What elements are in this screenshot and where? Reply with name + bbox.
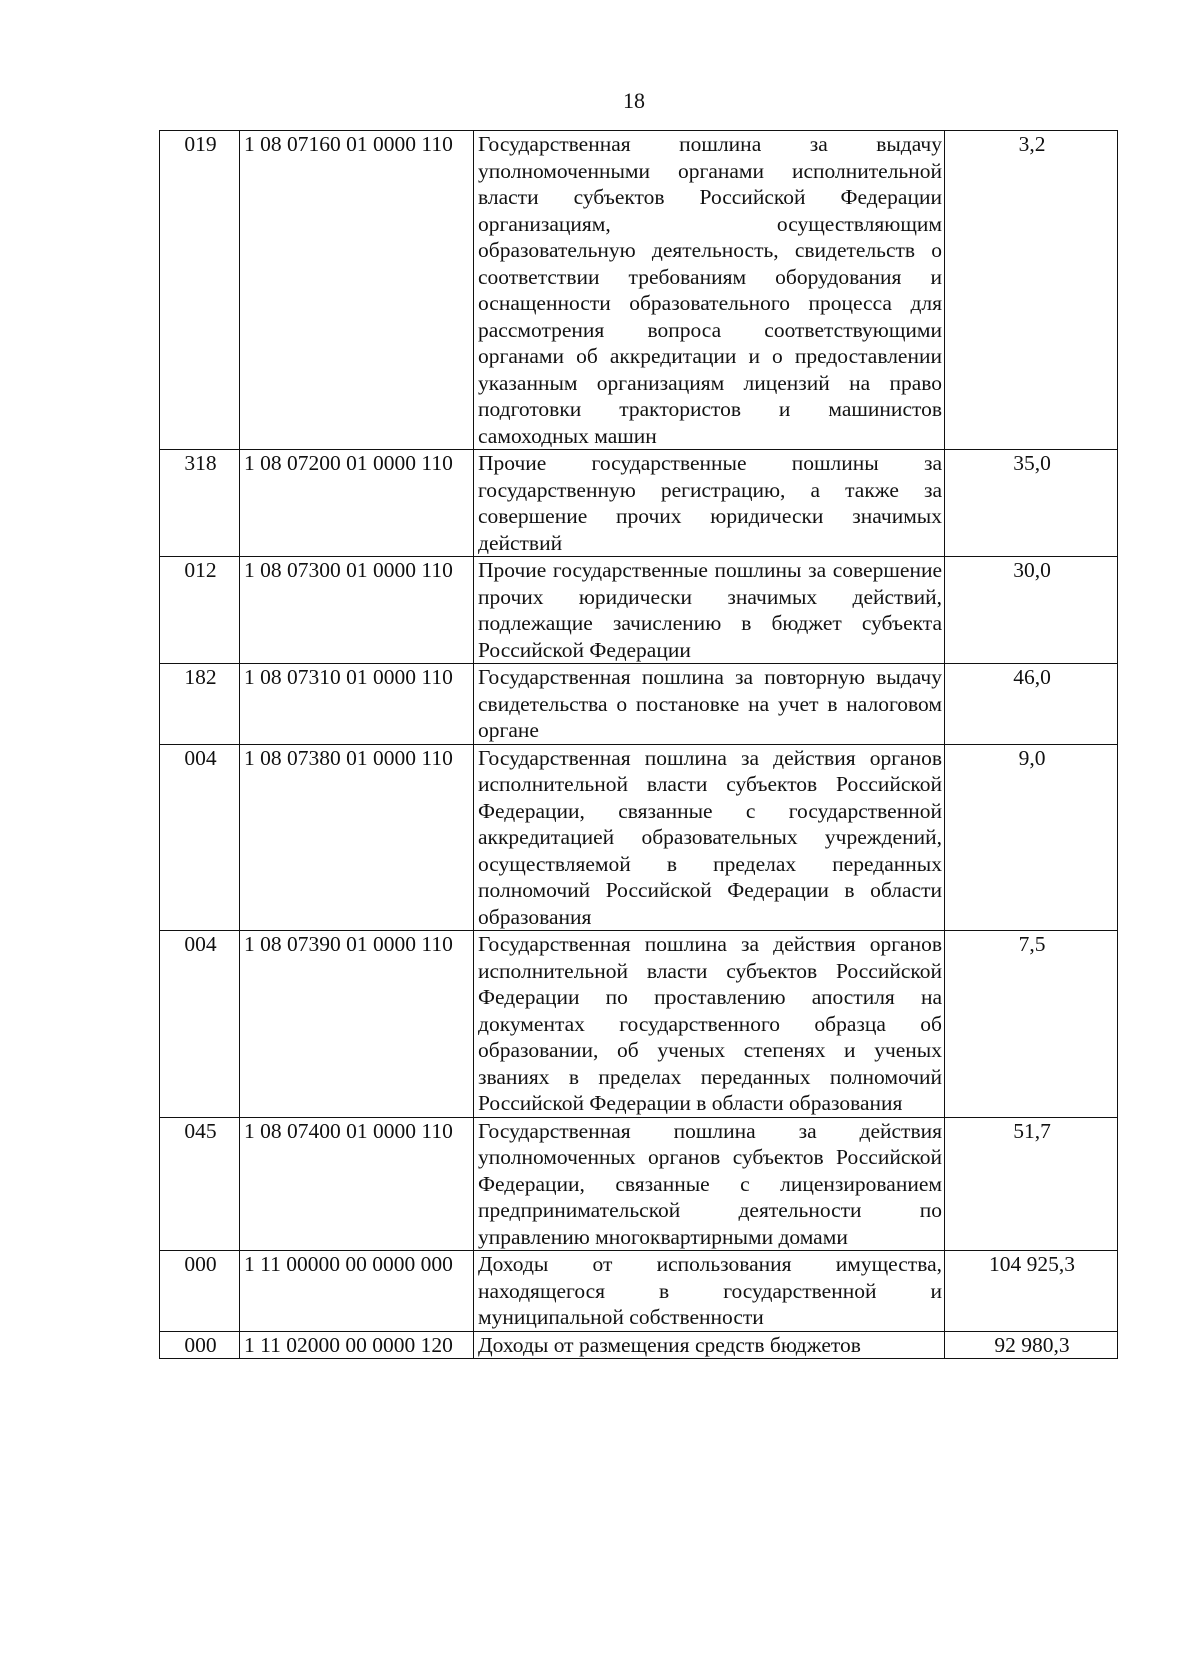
admin-code-cell: 000: [160, 1331, 240, 1359]
amount-cell: 30,0: [945, 557, 1118, 664]
admin-code-cell: 045: [160, 1117, 240, 1251]
page-number: 18: [623, 88, 645, 113]
admin-code-cell: 004: [160, 931, 240, 1118]
table-row: [160, 1251, 1118, 1332]
budget-code-cell: 1 08 07300 01 0000 110: [240, 557, 474, 664]
amount-cell: 35,0: [945, 450, 1118, 557]
revenue-name-cell: Доходы от использования имущества, находящегося в государственной и муниципальной собственности: [474, 1251, 945, 1332]
amount-cell: 51,7: [945, 1117, 1118, 1251]
amount-cell: 9,0: [945, 744, 1118, 931]
amount-cell: 46,0: [945, 664, 1118, 745]
budget-code-cell: 1 08 07400 01 0000 110: [240, 1117, 474, 1251]
table-row: [160, 931, 1118, 1118]
table-row: [160, 744, 1118, 931]
table-row: [160, 1331, 1118, 1359]
admin-code-cell: 318: [160, 450, 240, 557]
revenue-name-cell: Прочие государственные пошлины за государственную регистрацию, а также за совершение прочих юридически значимых действий: [474, 450, 945, 557]
revenue-name-cell: Государственная пошлина за действия органов исполнительной власти субъектов Российской Федерации по проставлению апостиля на документах государственного образца об образовании, об ученых степенях и ученых званиях в пределах переданных полномочий Российской Федерации в области образования: [474, 931, 945, 1118]
revenue-name-cell: Государственная пошлина за действия уполномоченных органов субъектов Российской Федерации, связанные с лицензированием предпринимательской деятельности по управлению многоквартирными домами: [474, 1117, 945, 1251]
budget-code-cell: 1 08 07160 01 0000 110: [240, 131, 474, 450]
admin-code-cell: 004: [160, 744, 240, 931]
table-row: [160, 557, 1118, 664]
budget-code-cell: 1 11 02000 00 0000 120: [240, 1331, 474, 1359]
table-row: [160, 131, 1118, 450]
amount-cell: 7,5: [945, 931, 1118, 1118]
admin-code-cell: 182: [160, 664, 240, 745]
budget-code-cell: 1 08 07380 01 0000 110: [240, 744, 474, 931]
revenue-name-cell: Государственная пошлина за повторную выдачу свидетельства о постановке на учет в налоговом органе: [474, 664, 945, 745]
budget-code-cell: 1 08 07390 01 0000 110: [240, 931, 474, 1118]
revenue-table: [159, 130, 1118, 1359]
table-row: [160, 664, 1118, 745]
revenue-name-cell: Прочие государственные пошлины за совершение прочих юридически значимых действий, подлежащие зачислению в бюджет субъекта Российской Федерации: [474, 557, 945, 664]
admin-code-cell: 012: [160, 557, 240, 664]
revenue-name-cell: Государственная пошлина за действия органов исполнительной власти субъектов Российской Федерации, связанные с государственной аккредитацией образовательных учреждений, осуществляемой в пределах переданных полномочий Российской Федерации в области образования: [474, 744, 945, 931]
table-row: [160, 1117, 1118, 1251]
revenue-name-cell: Государственная пошлина за выдачу уполномоченными органами исполнительной власти субъектов Российской Федерации организациям, осуществляющим образовательную деятельность, свидетельств о соответствии требованиям оборудования и оснащенности образовательного процесса для рассмотрения вопроса соответствующими органами об аккредитации и о предоставлении указанным организациям лицензий на право подготовки трактористов и машинистов самоходных машин: [474, 131, 945, 450]
budget-code-cell: 1 08 07200 01 0000 110: [240, 450, 474, 557]
table-row: [160, 450, 1118, 557]
admin-code-cell: 000: [160, 1251, 240, 1332]
admin-code-cell: 019: [160, 131, 240, 450]
amount-cell: 3,2: [945, 131, 1118, 450]
budget-code-cell: 1 08 07310 01 0000 110: [240, 664, 474, 745]
revenue-name-cell: Доходы от размещения средств бюджетов: [474, 1331, 945, 1359]
amount-cell: 104 925,3: [945, 1251, 1118, 1332]
amount-cell: 92 980,3: [945, 1331, 1118, 1359]
budget-code-cell: 1 11 00000 00 0000 000: [240, 1251, 474, 1332]
